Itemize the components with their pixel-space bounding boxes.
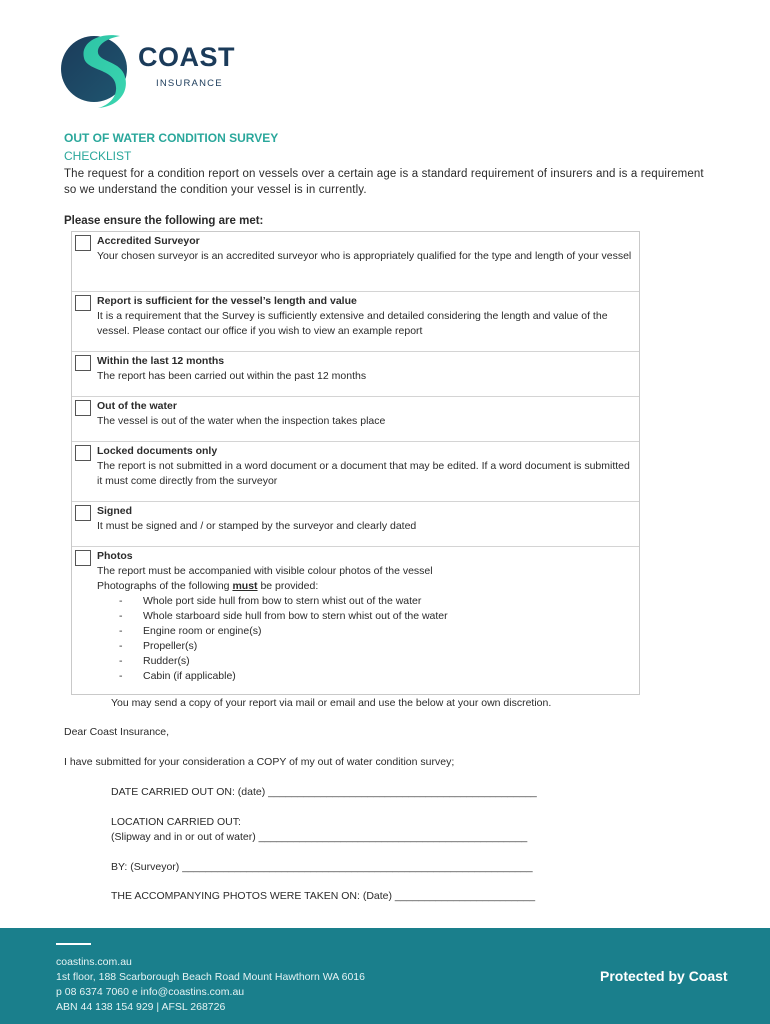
photos-date-field[interactable]: THE ACCOMPANYING PHOTOS WERE TAKEN ON: (Date) ________________________: [111, 890, 536, 902]
salutation: Dear Coast Insurance,: [64, 726, 170, 738]
footer-abn: ABN 44 138 154 929 | AFSL 268726: [56, 1001, 226, 1013]
checklist-item-description: It is a requirement that the Survey is sufficiently extensive and detailed considering the length and value of the vessel. Please contact our office if you wish to view an example report: [97, 310, 608, 337]
checklist-item-description: The report is not submitted in a word document or a document that may be edited. If a word document is submitted it must come directly from the surveyor: [97, 460, 630, 487]
footer-divider: [56, 943, 91, 945]
footer-address: 1st floor, 188 Scarborough Beach Road Mount Hawthorn WA 6016: [56, 971, 365, 983]
checklist-item-description: The report must be accompanied with visible colour photos of the vessel: [97, 565, 433, 577]
footer: [0, 928, 770, 1024]
list-item: - Whole port side hull from bow to stern whist out of the water: [97, 594, 632, 609]
must-emphasis: must: [232, 580, 258, 592]
checklist-item-description: Your chosen surveyor is an accredited surveyor who is appropriately qualified for the type and length of your vessel: [97, 250, 632, 262]
checklist-item-title: Locked documents only: [97, 445, 218, 457]
footer-website[interactable]: coastins.com.au: [56, 956, 132, 968]
checklist-item-title: Out of the water: [97, 400, 177, 412]
photos-intro: Photographs of the following must be provided:: [97, 580, 319, 592]
checklist-item-title: Report is sufficient for the vessel’s length and value: [97, 295, 357, 307]
checklist-row: [72, 292, 639, 352]
checklist-item-title: Within the last 12 months: [97, 355, 225, 367]
page-subtitle: CHECKLIST: [64, 149, 132, 163]
location-label: LOCATION CARRIED OUT:: [111, 816, 241, 828]
checkbox[interactable]: [75, 400, 91, 416]
checklist-row: [72, 232, 639, 292]
checkbox[interactable]: [75, 355, 91, 371]
list-item: - Propeller(s): [97, 639, 632, 654]
footer-contact: p 08 6374 7060 e info@coastins.com.au: [56, 986, 245, 998]
checkbox[interactable]: [75, 295, 91, 311]
list-item: - Engine room or engine(s): [97, 624, 632, 639]
footer-tagline: Protected by Coast: [600, 968, 728, 984]
checkbox[interactable]: [75, 550, 91, 566]
list-item: - Cabin (if applicable): [97, 669, 632, 684]
ensure-heading: Please ensure the following are met:: [64, 215, 264, 227]
checklist-item-title: Photos: [97, 550, 133, 562]
checkbox[interactable]: [75, 445, 91, 461]
checklist-row: [72, 352, 639, 397]
intro-paragraph: The request for a condition report on vessels over a certain age is a standard requirement of insurers and is a requirement so we understand the condition your vessel is in currently.: [64, 168, 704, 196]
checklist-row: [72, 442, 639, 502]
checklist-item-title: Accredited Surveyor: [97, 235, 200, 247]
date-carried-out-field[interactable]: DATE CARRIED OUT ON: (date) ______________________________________________: [111, 786, 537, 798]
checklist-row: [72, 397, 639, 442]
coast-logo: [60, 28, 260, 110]
list-item: - Rudder(s): [97, 654, 632, 669]
send-copy-note: You may send a copy of your report via mail or email and use the below at your own discretion.: [111, 697, 552, 709]
checklist-row: [72, 547, 639, 694]
submitted-statement: I have submitted for your consideration a COPY of my out of water condition survey;: [64, 756, 455, 768]
photo-requirements-list: [97, 594, 632, 684]
checklist-item-description: It must be signed and / or stamped by the surveyor and clearly dated: [97, 520, 417, 532]
checkbox[interactable]: [75, 235, 91, 251]
location-field[interactable]: (Slipway and in or out of water) ______________________________________________: [111, 831, 528, 843]
checklist-item-title: Signed: [97, 505, 133, 517]
checklist-item-description: The vessel is out of the water when the inspection takes place: [97, 415, 386, 427]
surveyor-field[interactable]: BY: (Surveyor) ____________________________________________________________: [111, 861, 533, 873]
checklist-item-description: The report has been carried out within the past 12 months: [97, 370, 367, 382]
checkbox[interactable]: [75, 505, 91, 521]
logo-subtitle: INSURANCE: [156, 78, 223, 89]
checklist-row: [72, 502, 639, 547]
list-item: - Whole starboard side hull from bow to stern whist out of the water: [97, 609, 632, 624]
logo-name: COAST: [138, 42, 235, 72]
coast-wave-icon: [60, 28, 132, 110]
page-title: OUT OF WATER CONDITION SURVEY: [64, 131, 279, 145]
checklist-table: [71, 231, 640, 695]
